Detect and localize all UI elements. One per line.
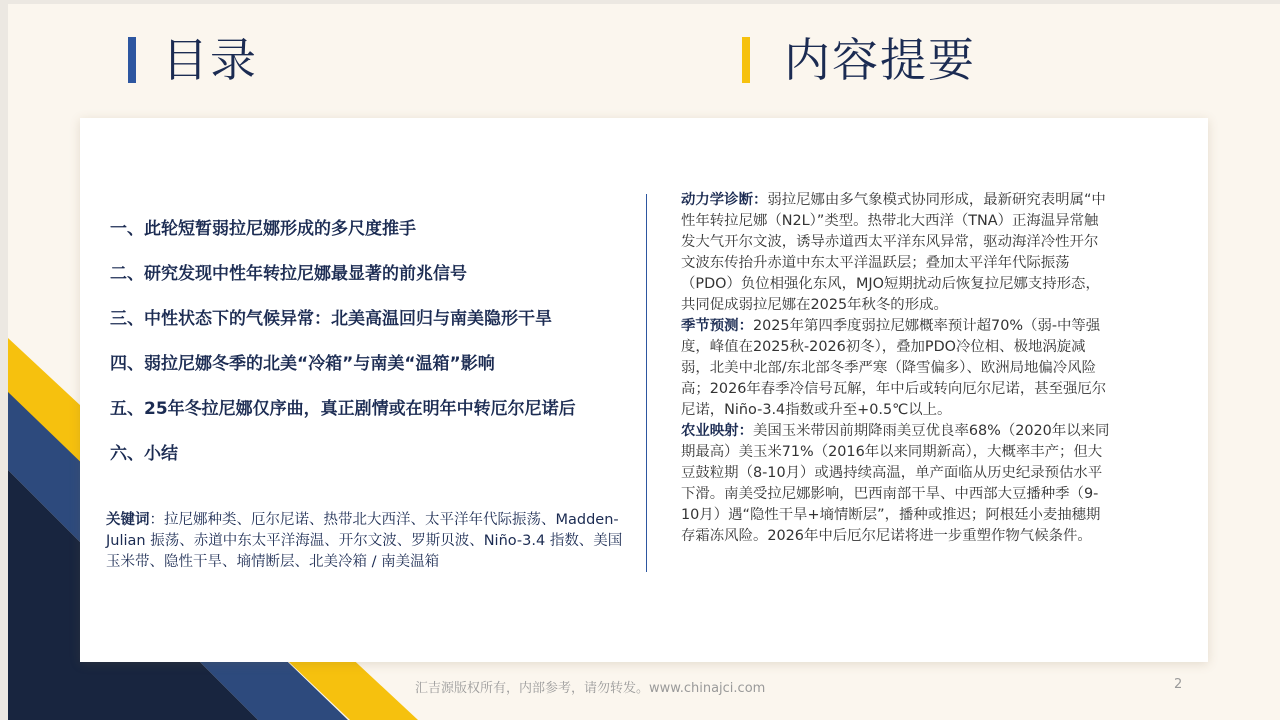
column-divider xyxy=(646,194,647,572)
summary-agriculture-text: 美国玉米带因前期降雨美豆优良率68%（2020年以来同期最高）美玉米71%（2016年以来同期新高），大概率丰产；但大豆鼓粒期（8-10月）或遇持续高温，单产面临从历史纪录预估水平下滑。南美受拉尼娜影响，巴西南部干旱、中西部大豆播种季（9-10月）遇“隐性干旱+墒情断层”，播种或推迟；阿根廷小麦抽穗期存霜冻风险。2026年中后厄尔尼诺将进一步重塑作物气候条件。 xyxy=(681,423,1110,544)
toc-heading-bar xyxy=(128,37,136,83)
toc-heading xyxy=(128,30,258,90)
content-card xyxy=(80,118,1208,662)
footer-copyright: 汇吉源版权所有，内部参考，请勿转发。www.chinajci.com xyxy=(415,681,766,696)
summary-forecast-label: 季节预测： xyxy=(681,318,753,334)
summary-forecast-text: 2025年第四季度弱拉尼娜概率预计超70%（弱-中等强度，峰值在2025秋-2026初冬），叠加PDO冷位相、极地涡旋减弱，北美中北部/东北部冬季严寒（降雪偏多）、欧洲局地偏冷风险高；2026年春季冷信号瓦解，年中后或转向厄尔尼诺，甚至强厄尔尼诺，Niño-3.4指数或升至+0.5℃以上。 xyxy=(681,318,1107,418)
summary-dynamics-text: 弱拉尼娜由多气象模式协同形成，最新研究表明属“中性年转拉尼娜（N2L）”类型。热带北大西洋（TNA）正海温异常触发大气开尔文波，诱导赤道西太平洋东风异常，驱动海洋冷性开尔文波东传抬升赤道中东太平洋温跃层；叠加太平洋年代际振荡（PDO）负位相强化东风，MJO短期扰动后恢复拉尼娜支持形态，共同促成弱拉尼娜在2025年秋冬的形成。 xyxy=(681,192,1106,313)
keywords-text: ：拉尼娜种类、厄尔尼诺、热带北大西洋、太平洋年代际振荡、Madden-Julian 振荡、赤道中东太平洋海温、开尔文波、罗斯贝波、Niño-3.4 指数、美国玉米带、隐性干旱、墒情断层、北美冷箱 / 南美温箱 xyxy=(106,512,623,570)
toc-item-3[interactable]: 三、中性状态下的气候异常：北美高温回归与南美隐形干旱 xyxy=(110,309,552,329)
toc-item-2[interactable]: 二、研究发现中性年转拉尼娜最显著的前兆信号 xyxy=(110,264,467,284)
summary-column xyxy=(681,190,1111,547)
summary-heading-bar xyxy=(742,37,750,83)
toc-heading-text: 目录 xyxy=(162,33,258,87)
toc-item-4[interactable]: 四、弱拉尼娜冬季的北美“冷箱”与南美“温箱”影响 xyxy=(110,354,495,374)
keywords-label: 关键词 xyxy=(106,512,150,528)
toc-item-1[interactable]: 一、此轮短暂弱拉尼娜形成的多尺度推手 xyxy=(110,219,416,239)
summary-dynamics-label: 动力学诊断： xyxy=(681,192,768,208)
toc-item-5[interactable]: 五、25年冬拉尼娜仅序曲，真正剧情或在明年中转厄尔尼诺后 xyxy=(110,399,576,419)
summary-agriculture xyxy=(681,421,1111,547)
summary-agriculture-label: 农业映射： xyxy=(681,423,753,439)
toc-list xyxy=(110,216,576,486)
summary-forecast xyxy=(681,316,1111,421)
toc-item-6[interactable]: 六、小结 xyxy=(110,444,178,464)
page-number: 2 xyxy=(1174,677,1183,692)
summary-heading-text: 内容提要 xyxy=(784,33,976,87)
summary-dynamics xyxy=(681,190,1111,316)
keywords xyxy=(106,510,636,573)
summary-heading xyxy=(742,30,976,90)
